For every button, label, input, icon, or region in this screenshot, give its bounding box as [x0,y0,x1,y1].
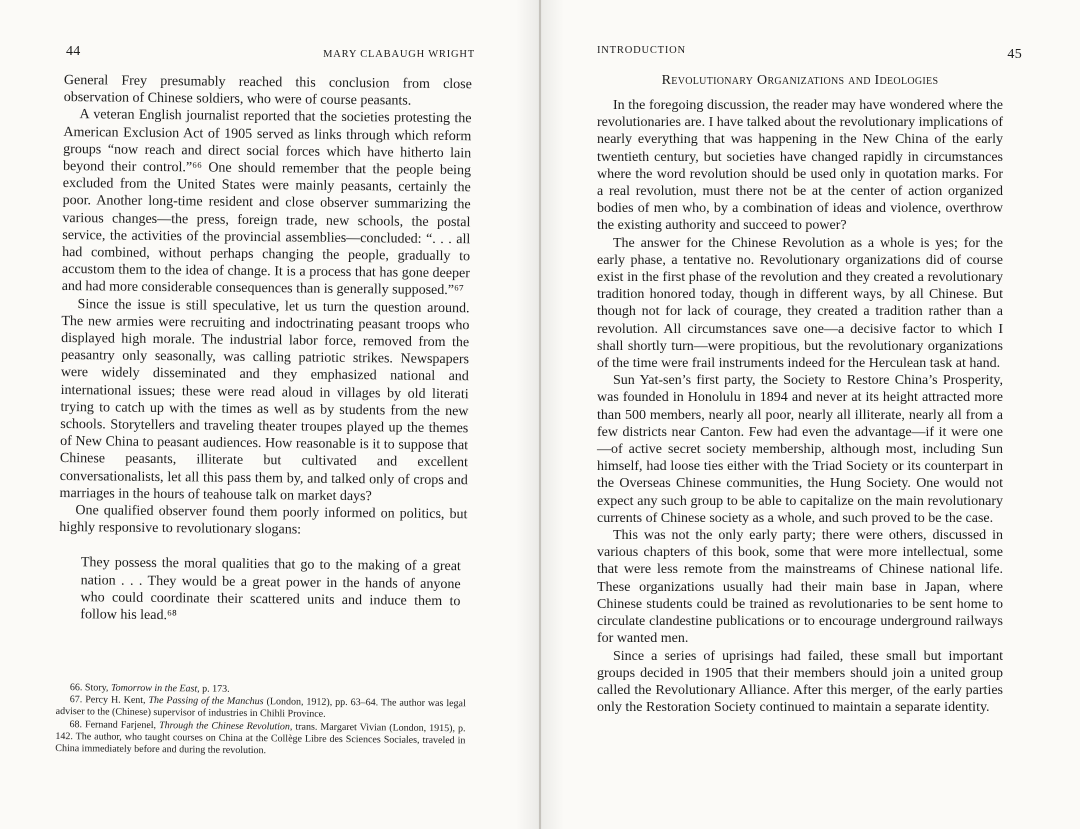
body-text [58,72,472,628]
paragraph: In the foregoing discussion, the reader may have wondered where the revolutionaries are. I have talked about the revolutionary implications of nearly everything that was happening in the New China of the early twentieth century, but societies have changed rapidly in circumstances where the word revolution should be used only in quotation marks. For a real revolution, must there not be at the center of action organized bodies of men who, by a combination of ideas and violence, overthrow the existing authority and succeed to power? [597,98,1003,234]
paragraph: Sun Yat-sen’s first party, the Society to Restore China’s Prosperity, was founded in Honolulu in 1894 and never at its height attracted more than 500 members, nearly all poor, nearly all illiterate, nearly all from a few districts near Canton. Few had even the advantage—if it were one—of active secret society membership, although most, including Sun himself, had loose ties either with the Triad Society or its counterpart in the Overseas Chinese communities, the Hung Society. One would not expect any such group to be able to capitalize on the main revolutionary currents of Chinese society as a whole, and such proved to be the case. [597,373,1003,526]
footnote-title: Through the Chinese Revolution [159,719,290,733]
footnote-title: The Passing of the Manchus [148,695,264,708]
paragraph: Since the issue is still speculative, let us turn the question around. The new armies were recruiting and indoctrinating peasant troops who displayed high morale. The industrial labor force, removed from the peasantry only seasonally, was calling patriotic strikes. Newspapers were widely disseminated and they emphasized national and international issues; these were read aloud in villages by old literati trying to catch up with the times as well as by students from the new schools. Storytellers and traveling theater troupes played up the themes of New China to peasant audiences. How reasonable is it to suppose that Chinese peasants, illiterate but cultivated and excellent conversationalists, let all this pass them by, and talked only of crops and marriages in the hours of teahouse talk on market days? [59,296,470,505]
body-text [597,97,1003,716]
paragraph: The answer for the Chinese Revolution as a whole is yes; for the early phase, a tentative no. Revolutionary organizations did of course exist in the first phase of the revolution and they created a revolutionary tradition honored today, though in different ways, by all Chinese. But though not for lack of courage, they created a tradition rather than a revolution. All circumstances save one—a decisive factor to which I shall shortly turn—were propitious, but the revolutionary organizations of the time were frail instruments indeed for the Herculean task at hand. [597,235,1003,372]
paragraph: A veteran English journalist reported that the societies protesting the American Exclusion Act of 1905 served as links through which reform groups “now reach and direct social forces which have hitherto lain beyond their control.”⁶⁶ One should remember that the people being excluded from the United States were mainly peasants, certainly the poor. Another long-time resident and close observer summarizing the various changes—the press, foreign trade, new schools, the postal service, the activities of the provincial assemblies—concluded: “. . . all had combined, without perhaps changing the people, gradually to accustom them to the idea of change. It is a process that has gone deeper and had more considerable consequences than is generally supposed.”⁶⁷ [61,107,472,299]
right-page [540,0,1080,829]
page-number: 45 [1007,47,1022,62]
footnote-title: Tomorrow in the East [110,682,198,695]
paragraph: Since a series of uprisings had failed, these small but important groups decided in 1905 that their members should join a united group called the Revolutionary Alliance. After this merger, of the early parties only the Restoration Society continued to maintain a separate identity. [597,648,1003,716]
footnote-67: 67. Percy H. Kent, The Passing of the Manchus (London, 1912), pp. 63–64. The author was legal adviser to the (Chinese) supervisor of industries in Chihli Province. [55,694,466,721]
running-head: INTRODUCTION [597,45,686,56]
footnotes [55,682,466,760]
page-number: 44 [66,44,81,59]
footnote-68: 68. Fernand Farjenel, Through the Chinese Revolution, trans. Margaret Vivian (London, 1915), p. 142. The author, who taught courses on China at the Collège Libre des Sciences Sociales, traveled in China immediately before and during the revolution. [55,718,466,757]
paragraph: General Frey presumably reached this conclusion from close observation of Chinese soldiers, who were of course peasants. [63,72,472,109]
section-title: Revolutionary Organizations and Ideologies [661,73,939,88]
running-head: MARY CLABAUGH WRIGHT [323,49,475,60]
paragraph: One qualified observer found them poorly informed on politics, but highly responsive to revolutionary slogans: [59,503,468,538]
footnote-66: 66. Story, Tomorrow in the East, p. 173. [69,682,230,695]
paragraph: This was not the only early party; there were others, discussed in various chapters of this book, some that were more intellectual, some that were less remote from the mainstreams of Chinese national life. These organizations usually had their main base in Japan, where Chinese students could be trained as revolutionaries to be sent home to circulate clandestine publications or to encourage underground railways for wanted men. [597,528,1003,647]
block-quote: They possess the moral qualities that go to the making of a great nation . . . They would be a great power in the hands of anyone who could coordinate their scattered units and induce them to follow his lead.⁶⁸ [80,555,461,624]
